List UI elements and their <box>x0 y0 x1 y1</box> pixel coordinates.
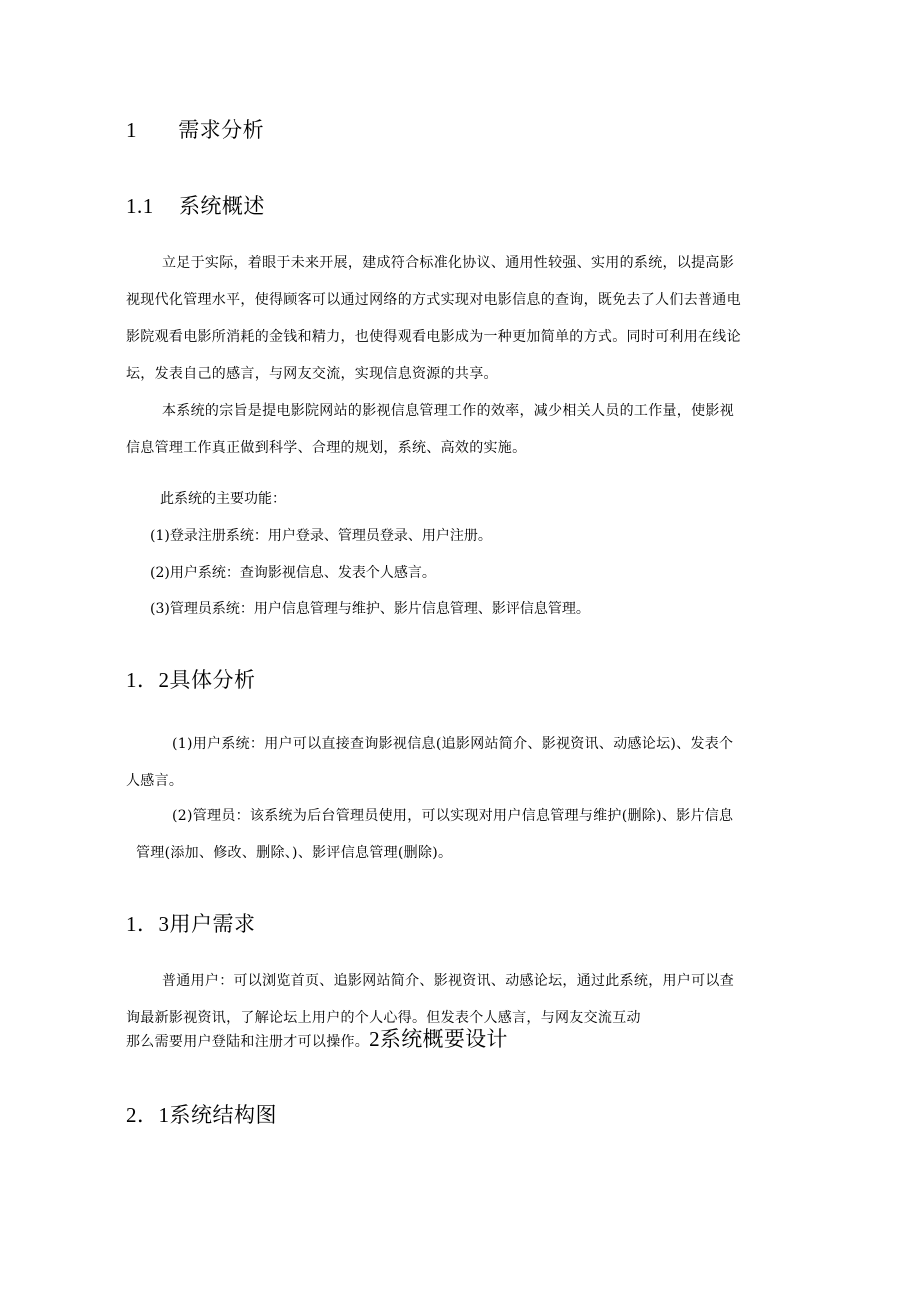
section-heading-1-1 <box>126 192 265 220</box>
function-item: (1)登录注册系统：用户登录、管理员登录、用户注册。 <box>150 528 492 544</box>
text-line: 影院观看电影所消耗的金钱和精力，也使得观看电影成为一种更加简单的方式。同时可利用在线论 <box>126 329 741 345</box>
text-line: 普通用户：可以浏览首页、追影网站简介、影视资讯、动感论坛，通过此系统，用户可以查 <box>162 973 734 989</box>
section-heading-1 <box>126 116 264 144</box>
text-line: 坛，发表自己的感言，与网友交流，实现信息资源的共享。 <box>126 366 498 382</box>
analysis-item-1 <box>126 726 733 800</box>
text-line: 视现代化管理水平，使得顾客可以通过网络的方式实现对电影信息的查询，既免去了人们去普通电 <box>126 292 741 308</box>
section-heading-2 <box>369 1027 508 1051</box>
function-item: (2)用户系统：查询影视信息、发表个人感言。 <box>150 565 436 581</box>
section-title: 系统概述 <box>178 194 265 218</box>
section-number: 1 <box>126 118 137 142</box>
text-line: 询最新影视资讯，了解论坛上用户的个人心得。但发表个人感言，与网友交流互动 <box>126 1010 641 1026</box>
text-line: 管理(添加、修改、删除、)、影评信息管理(删除)。 <box>136 845 453 861</box>
section-heading-2-1 <box>126 1101 277 1129</box>
section-heading-1-3 <box>126 910 256 938</box>
text-line: (2)管理员：该系统为后台管理员使用，可以实现对用户信息管理与维护(删除)、影片信息 <box>172 808 734 824</box>
section-title: 具体分析 <box>169 668 256 692</box>
section-number: 1.1 <box>126 194 154 218</box>
overview-paragraph-1 <box>126 245 741 393</box>
text-line: 本系统的宗旨是提电影院网站的影视信息管理工作的效率，减少相关人员的工作量，使影视 <box>162 403 734 419</box>
user-needs-last-line <box>126 1021 508 1061</box>
section-number: 2 <box>369 1027 380 1051</box>
analysis-item-2 <box>126 798 733 872</box>
text-line: 立足于实际，着眼于未来开展，建成符合标准化协议、通用性较强、实用的系统，以提高影 <box>162 255 734 271</box>
section-title: 需求分析 <box>178 118 265 142</box>
text-line: 人感言。 <box>126 773 184 789</box>
text-line: (1)用户系统：用户可以直接查询影视信息(追影网站简介、影视资讯、动感论坛)、发表个 <box>172 736 734 752</box>
section-title: 系统概要设计 <box>379 1027 508 1051</box>
text-line: 信息管理工作真正做到科学、合理的规划，系统、高效的实施。 <box>126 440 527 456</box>
overview-paragraph-2 <box>126 393 734 467</box>
section-number: 1．3 <box>126 912 170 936</box>
section-title: 用户需求 <box>169 912 256 936</box>
section-title: 系统结构图 <box>169 1103 277 1127</box>
section-heading-1-2 <box>126 666 256 694</box>
function-item: (3)管理员系统：用户信息管理与维护、影片信息管理、影评信息管理。 <box>150 601 590 617</box>
functions-intro: 此系统的主要功能： <box>160 491 286 507</box>
section-number: 2．1 <box>126 1103 170 1127</box>
section-number: 1．2 <box>126 668 170 692</box>
text-line: 那么需要用户登陆和注册才可以操作。 <box>126 1034 370 1050</box>
